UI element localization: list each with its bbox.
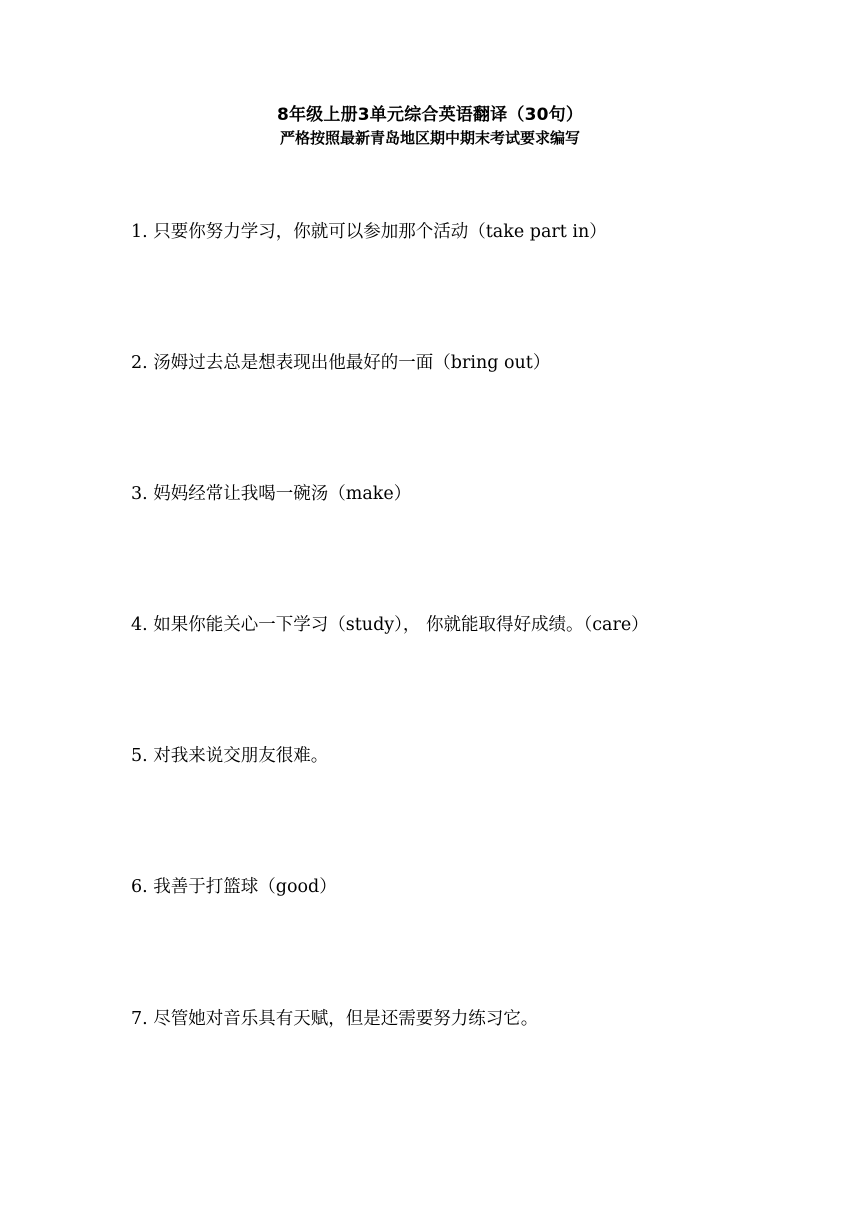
question-item [131, 482, 831, 506]
question-item [131, 220, 831, 244]
question-number: 2. [131, 353, 148, 373]
question-number: 6. [131, 877, 148, 897]
question-text: 我善于打篮球（good） [153, 877, 337, 897]
question-text: 如果你能关心一下学习（study）， 你就能取得好成绩。（care） [153, 615, 649, 635]
question-text: 对我来说交朋友很难。 [153, 746, 329, 766]
question-text: 尽管她对音乐具有天赋，但是还需要努力练习它。 [153, 1009, 539, 1029]
question-item [131, 351, 831, 375]
question-text: 汤姆过去总是想表现出他最好的一面（bring out） [153, 353, 551, 373]
document-header [0, 104, 860, 148]
question-number: 5. [131, 746, 148, 766]
question-text: 妈妈经常让我喝一碗汤（make） [153, 484, 412, 504]
question-item [131, 613, 831, 637]
question-item [131, 744, 831, 768]
question-number: 4. [131, 615, 148, 635]
question-text: 只要你努力学习，你就可以参加那个活动（take part in） [153, 222, 607, 242]
question-item [131, 1007, 831, 1031]
document-title: 8年级上册3单元综合英语翻译（30句） [276, 105, 584, 125]
question-number: 7. [131, 1009, 148, 1029]
question-number: 1. [131, 222, 148, 242]
question-item [131, 875, 831, 899]
document-subtitle: 严格按照最新青岛地区期中期末考试要求编写 [279, 129, 580, 147]
question-number: 3. [131, 484, 148, 504]
